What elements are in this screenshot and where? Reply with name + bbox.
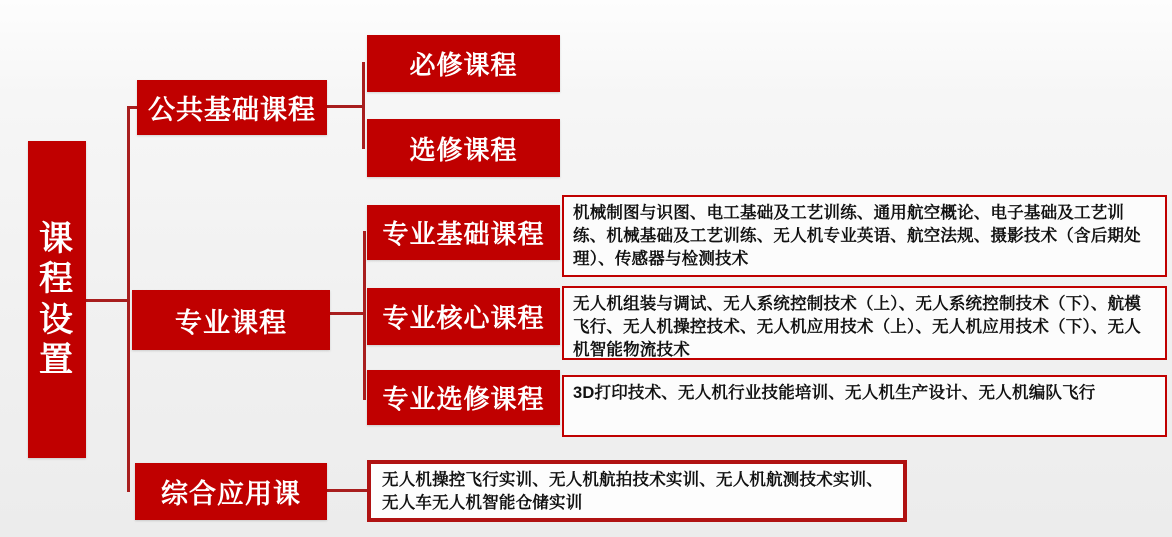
branch-node-professional [132, 290, 330, 350]
course-list-professional-core: 无人机组装与调试、无人系统控制技术（上）、无人系统控制技术（下）、航模飞行、无人机操控技术、无人机应用技术（上）、无人机应用技术（下）、无人机智能物流技术 [562, 286, 1167, 360]
branch-label: 综合应用课 [161, 479, 301, 509]
leaf-label: 专业核心课程 [382, 303, 545, 333]
branch-label: 公共基础课程 [148, 95, 316, 125]
branch-node-comprehensive [135, 463, 327, 520]
leaf-node-elective-courses [367, 119, 560, 177]
branch-label: 专业课程 [175, 307, 287, 338]
connector-comprehensive-horizontal [327, 489, 369, 492]
branch-node-public-basic [137, 80, 327, 135]
leaf-label: 选修课程 [409, 134, 518, 165]
leaf-node-professional-basic [367, 205, 560, 260]
connector-public-basic-horizontal [327, 105, 365, 108]
course-list-professional-elective: 3D打印技术、无人机行业技能培训、无人机生产设计、无人机编队飞行 [562, 375, 1167, 437]
connector-public-basic-bracket [362, 62, 365, 149]
leaf-node-required-courses [367, 35, 560, 92]
leaf-label: 专业基础课程 [382, 219, 545, 249]
root-node-label: 课程设置 [39, 220, 75, 379]
root-node-curriculum [28, 141, 86, 458]
leaf-node-professional-core [367, 288, 560, 345]
course-list-professional-basic: 机械制图与识图、电工基础及工艺训练、通用航空概论、电子基础及工艺训练、机械基础及工艺训练、无人机专业英语、航空法规、摄影技术（含后期处理）、传感器与检测技术 [562, 195, 1167, 277]
leaf-node-professional-elective [367, 370, 560, 425]
connector-professional-bracket [363, 231, 366, 400]
leaf-label: 专业选修课程 [382, 384, 545, 414]
connector-root-to-trunk [86, 299, 130, 302]
connector-professional-horizontal [330, 312, 366, 315]
course-list-comprehensive: 无人机操控飞行实训、无人机航拍技术实训、无人机航测技术实训、无人车无人机智能仓储实训 [367, 460, 907, 522]
leaf-label: 必修课程 [409, 50, 518, 80]
